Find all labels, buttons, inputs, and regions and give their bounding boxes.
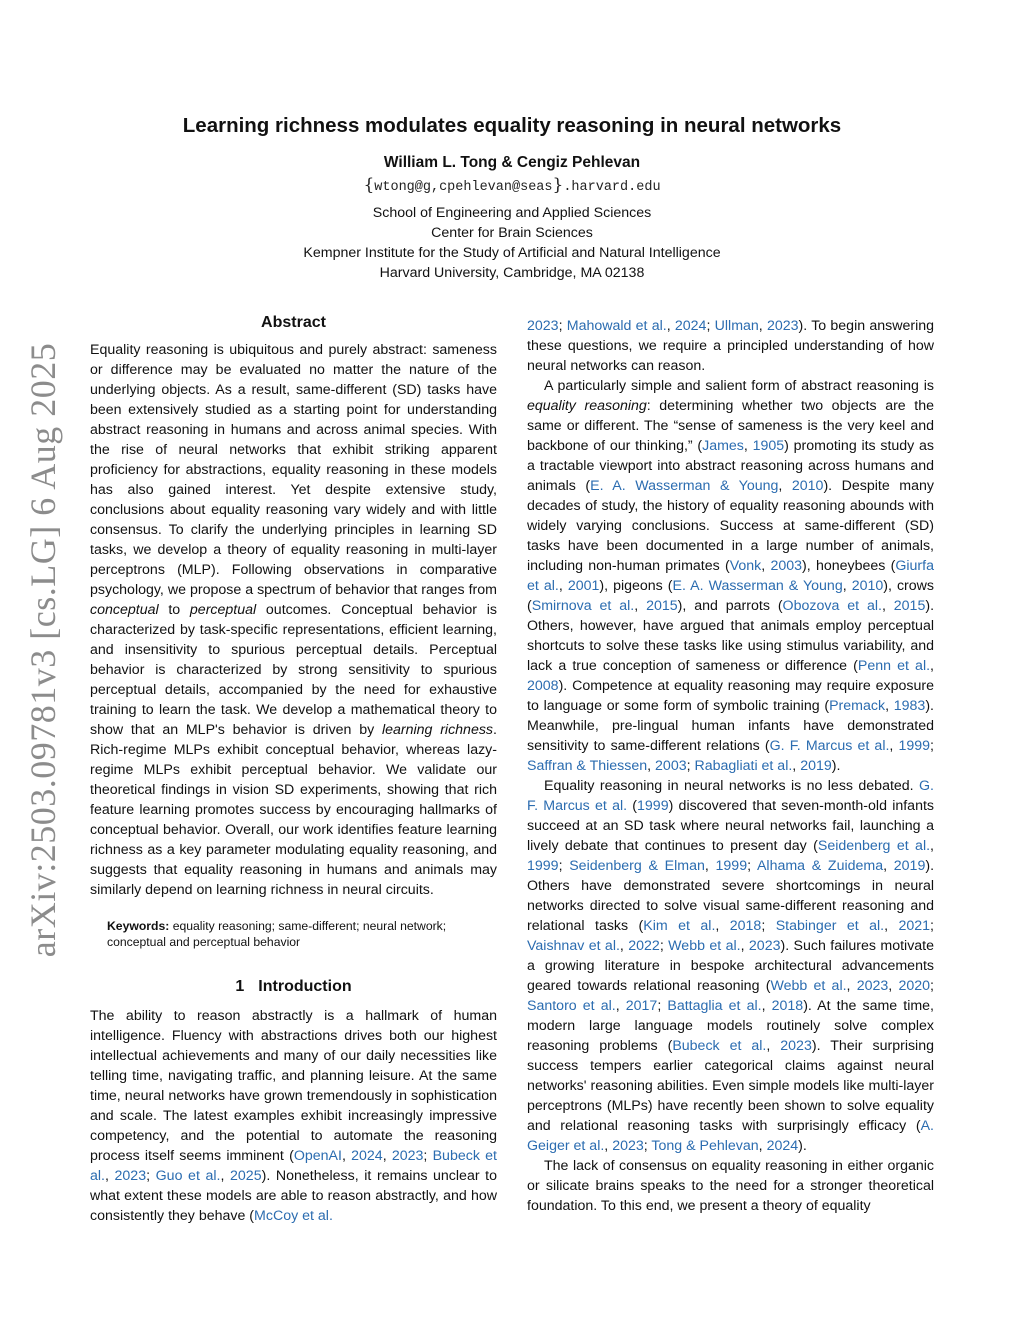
section-title: Introduction — [258, 978, 352, 995]
body-text: ). Others, however, have argued that animals employ perceptual shortcuts to solve these tasks like using stimulus variability, and lack a true conception of sameness or difference ( — [527, 598, 935, 674]
citation-link[interactable]: 2020 — [898, 978, 931, 994]
citation-link[interactable]: Vaishnav et al. — [527, 938, 620, 954]
citation-link[interactable]: OpenAI — [293, 1148, 342, 1164]
citation-link[interactable]: 1905 — [752, 438, 785, 454]
email-brace-open: { — [363, 175, 375, 195]
citation-link[interactable]: Saffran & Thiessen — [527, 758, 648, 774]
intro-paragraph-continued: 2023; Mahowald et al., 2024; Ullman, 2023). To begin answering these questions, we require a principled understanding of how neural networks can reason. — [527, 318, 935, 374]
keywords-label: Keywords: — [107, 919, 170, 933]
body-text: ). Others have demonstrated severe shortcomings in neural networks directed to solve visual same-different reasoning and relational tasks ( — [527, 858, 935, 934]
section-heading-introduction — [90, 978, 497, 996]
citation-link[interactable]: Smirnova et al. — [531, 598, 635, 614]
body-text: ). Their surprising success tempers earlier categorical claims against neural networks' reasoning abilities. Even simple models like multi-layer perceptrons (MLPs) have recently been shown to solve equality and relational reasoning tasks with surprisingly efficacy ( — [527, 1038, 934, 1134]
citation-link[interactable]: 2019 — [893, 858, 926, 874]
intro-paragraph: A particularly simple and salient form of abstract reasoning is equality reasoning: determining whether two objects are the same or different. The “sense of sameness is the very keel and backbone of our thinking,” (James, 1905) promoting its study as a tractable viewport into abstract reasoning across humans and animals (E. A. Wasserman & Young, 2010). Despite many decades of study, the history of equality reasoning abounds with widely varying conclusions. Success at same-different (SD) tasks have been documented in a large number of animals, including non-human primates (Vonk, 2003), honeybees (Giurfa et al., 2001), pigeons (E. A. Wasserman & Young, 2010), crows (Smirnova et al., 2015), and parrots (Obozova et al., 2015). Others, however, have argued that animals employ perceptual shortcuts to solve these tasks like using stimulus variability, and lack a true conception of sameness or difference (Penn et al., 2008). Competence at equality reasoning may require exposure to language or some form of symbolic training (Premack, 1983). Meanwhile, pre-lingual human infants have demonstrated sensitivity to same-different relations (G. F. Marcus et al., 1999; Saffran & Thiessen, 2003; Rabagliati et al., 2019). — [527, 378, 935, 774]
citation-link[interactable]: 2017 — [625, 998, 658, 1014]
citation-link[interactable]: 2023 — [114, 1168, 147, 1184]
citation-link[interactable]: Battaglia et al. — [667, 998, 762, 1014]
citation-link[interactable]: Bubeck et al. — [90, 1148, 497, 1184]
citation-link[interactable]: 2018 — [729, 918, 762, 934]
citation-link[interactable]: Vonk — [729, 558, 762, 574]
body-text: ), honeybees ( — [802, 558, 896, 574]
citation-link[interactable]: 2015 — [646, 598, 678, 614]
affiliation-line: Center for Brain Sciences — [431, 225, 593, 241]
body-text: ) promoting its study as a tractable viewport into abstract reasoning across humans and animals ( — [527, 438, 934, 494]
citation-link[interactable]: 2023 — [748, 938, 781, 954]
citation-link[interactable]: James — [702, 438, 744, 454]
email-domain: .harvard.edu — [563, 180, 661, 195]
author-emails — [0, 175, 1024, 195]
intro-paragraph: Equality reasoning in neural networks is no less debated. G. F. Marcus et al. (1999) discovered that seven-month-old infants succeed at an SD task where neural networks fail, launching a lively debate that continues to present day (Seidenberg et al., 1999; Seidenberg & Elman, 1999; Alhama & Zuidema, 2019). Others have demonstrated severe shortcomings in neural networks directed to solve visual same-different reasoning and relational tasks (Kim et al., 2018; Stabinger et al., 2021; Vaishnav et al., 2022; Webb et al., 2023). Such failures motivate a growing literature in bespoke architectural advancements geared towards relational reasoning (Webb et al., 2023, 2020; Santoro et al., 2017; Battaglia et al., 2018). At the same time, modern large language models routinely solve complex reasoning problems (Bubeck et al., 2023). Their surprising success tempers earlier categorical claims against neural networks' reasoning abilities. Even simple models like multi-layer perceptrons (MLPs) have recently been shown to solve equality and relational reasoning tasks with surprisingly efficacy (A. Geiger et al., 2023; Tong & Pehlevan, 2024). — [527, 778, 935, 1154]
paper-authors: William L. Tong & Cengiz Pehlevan — [383, 154, 641, 171]
citation-link[interactable]: 2023 — [612, 1138, 644, 1154]
citation-link[interactable]: 1999 — [898, 738, 931, 754]
affiliation-line: School of Engineering and Applied Sciences — [372, 205, 652, 221]
citation-link[interactable]: 2025 — [230, 1168, 262, 1184]
body-text: ), pigeons ( — [599, 578, 673, 594]
citation-link[interactable]: Seidenberg et al. — [817, 838, 931, 854]
citation-link[interactable]: 2023 — [766, 318, 799, 334]
body-text: The ability to reason abstractly is a hallmark of human intelligence. Fluency with abstractions drives both our highest intellectual achievements and many of our daily necessities like telling time, navigating traffic, and planning leisure. At the same time, neural networks have grown tremendously in sophistication and scale. The latest examples exhibit increasingly impressive competency, and the potential to automate the reasoning process itself seems imminent ( — [90, 1008, 497, 1164]
citation-link[interactable]: Seidenberg & Elman — [569, 858, 705, 874]
citation-link[interactable]: Guo et al. — [155, 1168, 221, 1184]
abstract-emphasis: conceptual — [90, 602, 159, 618]
citation-link[interactable]: 2023 — [527, 318, 559, 334]
body-text: ). Nonetheless, it remains unclear to what extent these models are able to reason abstractly, and how consistently they behave ( — [90, 1168, 497, 1224]
arxiv-identifier — [18, 330, 68, 970]
abstract-heading: Abstract — [261, 314, 326, 331]
right-column — [527, 316, 934, 1216]
intro-paragraph: The ability to reason abstractly is a hallmark of human intelligence. Fluency with abstractions drives both our highest intellectual achievements and many of our daily necessities like telling time, navigating traffic, and planning leisure. At the same time, neural networks have grown tremendously in sophistication and scale. The latest examples exhibit increasingly impressive competency, and the potential to automate the reasoning process itself seems imminent (OpenAI, 2024, 2023; Bubeck et al., 2023; Guo et al., 2025). Nonetheless, it remains unclear to what extent these models are able to reason abstractly, and how consistently they behave (McCoy et al. — [90, 1008, 497, 1224]
citation-link[interactable]: 2024 — [674, 318, 707, 334]
citation-link[interactable]: 2008 — [527, 678, 559, 694]
citation-link[interactable]: Obozova et al. — [782, 598, 882, 614]
body-text: ), crows ( — [527, 578, 934, 614]
body-text: ). — [798, 1138, 807, 1154]
body-text: ). Competence at equality reasoning may require exposure to language or some form of symbolic training ( — [527, 678, 934, 714]
citation-link[interactable]: 2003 — [770, 558, 803, 574]
body-text: ), and parrots ( — [677, 598, 783, 614]
left-column — [90, 314, 497, 1226]
citation-link[interactable]: 2018 — [771, 998, 804, 1014]
abstract-text: to — [158, 602, 190, 618]
arxiv-identifier-text: arXiv:2503.09781v3 [cs.LG] 6 Aug 2025 — [23, 342, 63, 958]
citation-link[interactable]: Penn et al. — [857, 658, 931, 674]
citation-link[interactable]: 2019 — [800, 758, 832, 774]
paper-title: Learning richness modulates equality reasoning in neural networks — [182, 114, 842, 137]
citation-link[interactable]: Webb et al. — [668, 938, 741, 954]
citation-link[interactable]: Stabinger et al. — [775, 918, 885, 934]
body-text: ). To begin answering these questions, we require a principled understanding of how neural networks can reason. — [527, 318, 935, 374]
citation-link[interactable]: 1983 — [893, 698, 926, 714]
citation-link[interactable]: 2021 — [898, 918, 931, 934]
citation-link[interactable]: E. A. Wasserman & Young — [672, 578, 843, 594]
affiliations — [0, 203, 1024, 283]
citation-link[interactable]: 2022 — [628, 938, 660, 954]
citation-link[interactable]: 2023 — [391, 1148, 424, 1164]
intro-paragraph: The lack of consensus on equality reasoning in either organic or silicate brains speaks to the need for a stronger theoretical foundation. To this end, we present a theory of equality — [527, 1158, 934, 1214]
citation-link[interactable]: Tong & Pehlevan — [651, 1138, 759, 1154]
citation-link[interactable]: E. A. Wasserman & Young — [590, 478, 779, 494]
affiliation-line: Kempner Institute for the Study of Artificial and Natural Intelligence — [303, 245, 721, 261]
citation-link[interactable]: Giurfa et al. — [527, 558, 934, 594]
citation-link[interactable]: Alhama & Zuidema — [756, 858, 884, 874]
citation-link[interactable]: 2024 — [351, 1148, 383, 1164]
keywords — [107, 918, 497, 950]
citation-link[interactable]: Ullman — [714, 318, 759, 334]
citation-link[interactable]: 2024 — [766, 1138, 799, 1154]
body-text: ). — [831, 758, 841, 774]
citation-link[interactable]: Kim et al. — [643, 918, 716, 934]
citation-link[interactable]: A. Geiger et al. — [527, 1118, 934, 1154]
citation-link[interactable]: Santoro et al. — [527, 998, 616, 1014]
citation-link[interactable]: 2015 — [893, 598, 926, 614]
citation-link[interactable]: Bubeck et al. — [672, 1038, 767, 1054]
abstract-text: outcomes. Conceptual behavior is characterized by task-specific representations, efficient learning, and insensitivity to spurious perceptual details. Perceptual behavior is characterized by strong sensitivity to spurious perceptual details, accompanied by the need for exhaustive training to learn the task. We develop a mathematical theory to show that an MLP's behavior is driven by — [90, 602, 497, 738]
citation-link[interactable]: McCoy et al. — [254, 1208, 333, 1224]
citation-link[interactable]: G. F. Marcus et al. — [769, 738, 890, 754]
citation-link[interactable]: 1999 — [637, 798, 669, 814]
citation-link[interactable]: 1999 — [527, 858, 559, 874]
section-number: 1 — [235, 978, 245, 995]
body-text: ). Despite many decades of study, the history of equality reasoning abounds with widely varying conclusions. Success at same-different (SD) tasks have been documented in a large number of animals, including non-human primates ( — [527, 478, 934, 574]
citation-link[interactable]: 2010 — [851, 578, 884, 594]
citation-link[interactable]: 1999 — [715, 858, 748, 874]
citation-link[interactable]: 2003 — [655, 758, 687, 774]
citation-link[interactable]: 2023 — [780, 1038, 812, 1054]
emphasis: equality reasoning — [527, 398, 647, 414]
citation-link[interactable]: 2010 — [791, 478, 824, 494]
body-text: ). Meanwhile, pre-lingual human infants have demonstrated sensitivity to same-different relations ( — [527, 698, 934, 754]
body-text: Equality reasoning in neural networks is no less debated. — [544, 778, 920, 794]
citation-link[interactable]: Premack — [829, 698, 886, 714]
keywords-text: equality reasoning; same-different; neural network; conceptual and perceptual behavior — [107, 919, 447, 949]
citation-link[interactable]: Rabagliati et al. — [694, 758, 793, 774]
abstract-text: Equality reasoning is ubiquitous and purely abstract: sameness or difference may be evaluated no matter the nature of the underlying objects. As a result, same-different (SD) tasks have been extensively studied as a starting point for understanding abstract reasoning in humans and across animal species. With the rise of neural networks that exhibit striking apparent proficiency for abstractions, equality reasoning in these models has also gained interest. Yet despite extensive study, conclusions about equality reasoning vary widely and with little consensus. To clarify the underlying principles in learning SD tasks, we develop a theory of equality reasoning in multi-layer perceptrons (MLP). Following observations in comparative psychology, we propose a spectrum of behavior that ranges from — [90, 342, 497, 598]
affiliation-line: Harvard University, Cambridge, MA 02138 — [379, 265, 645, 281]
body-text: : determining whether two objects are the same or different. The “sense of sameness is the very keel and backbone of our thinking,” ( — [527, 398, 934, 454]
abstract-text: . Rich-regime MLPs exhibit conceptual behavior, whereas lazy-regime MLPs exhibit perceptual behavior. We validate our theoretical findings in vision SD experiments, showing that rich feature learning promotes success by encouraging hallmarks of conceptual behavior. Overall, our work identifies feature learning richness as a key parameter modulating equality reasoning, and suggests that equality reasoning in humans and animals may similarly depend on learning richness in neural circuits. — [90, 722, 497, 898]
citation-link[interactable]: 2001 — [567, 578, 600, 594]
citation-link[interactable]: Webb et al. — [770, 978, 847, 994]
email-users: wtong@g,cpehlevan@seas — [374, 180, 553, 195]
abstract-paragraph — [90, 340, 497, 900]
abstract-emphasis: perceptual — [189, 602, 257, 618]
citation-link[interactable]: Mahowald et al. — [566, 318, 667, 334]
body-text: ) discovered that seven-month-old infants succeed at an SD task where neural networks fail, launching a lively debate that continues to present day ( — [527, 798, 934, 854]
body-text: A particularly simple and salient form of abstract reasoning is — [544, 378, 934, 394]
abstract-emphasis: learning richness — [381, 722, 494, 738]
citation-link[interactable]: 2023 — [856, 978, 889, 994]
body-text: ). Such failures motivate a growing literature in bespoke architectural advancements geared towards relational reasoning ( — [527, 938, 935, 994]
email-brace-close: } — [552, 175, 564, 195]
body-text: ). At the same time, modern large language models routinely solve complex reasoning problems ( — [527, 998, 935, 1054]
citation-link[interactable]: G. F. Marcus et al. — [527, 778, 934, 814]
